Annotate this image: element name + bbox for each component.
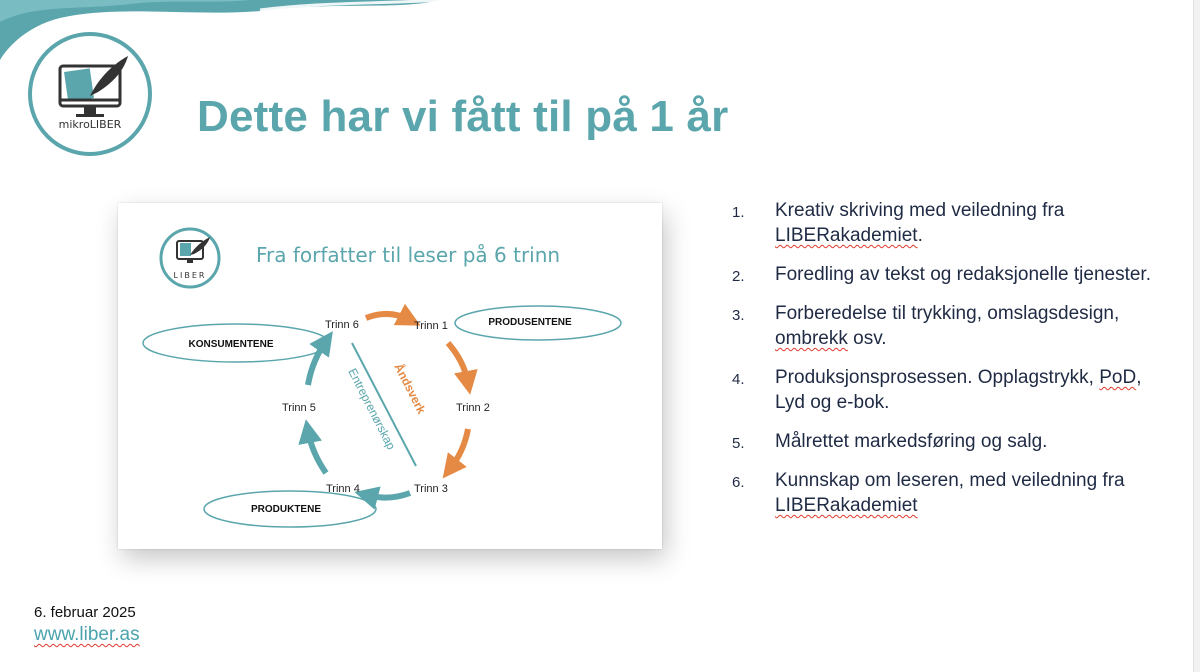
list-number: 1. [732, 204, 745, 221]
produsentene-label: PRODUSENTENE [488, 317, 572, 328]
list-item: 1. Kreativ skriving med veiledning fra LIBERakademiet. [732, 200, 1065, 246]
list-item: 5. Målrettet markedsføring og salg. [732, 429, 1162, 454]
list-item: 4. Produksjonsprosessen. Opplagstrykk, PoD, Lyd og e-bok. [732, 367, 1142, 413]
spellcheck-word: ombrekk [775, 328, 848, 349]
list-item: 3. Forberedelse til trykking, omslagsdesign, ombrekk osv. [732, 303, 1120, 349]
andsverk-label: Åndsverk [391, 361, 429, 417]
trinn-1-label: Trinn 1 [414, 320, 448, 332]
list-number: 5. [732, 435, 745, 452]
arrow-trinn4-to-trinn5 [308, 431, 326, 473]
liber-logo-small [161, 229, 219, 287]
diagram-image [118, 203, 662, 549]
arrow-trinn2-to-trinn3 [450, 429, 468, 469]
date-text: 6. februar 2025 [34, 604, 136, 621]
spellcheck-word: LIBERakademiet [775, 495, 918, 516]
website-link[interactable]: www.liber.as [34, 624, 140, 645]
mikroliber-logo [28, 32, 152, 156]
spellcheck-word: PoD [1099, 367, 1137, 388]
trinn-5-label: Trinn 5 [282, 402, 316, 414]
window-edge [1193, 0, 1200, 672]
diagram-title: Fra forfatter til leser på 6 trinn [256, 243, 561, 267]
list-number: 6. [732, 474, 745, 491]
konsumentene-label: KONSUMENTENE [188, 339, 274, 350]
arrow-trinn3-to-trinn4 [366, 493, 410, 498]
liber-logo-text: LIBER [173, 271, 207, 280]
arrow-trinn6-to-trinn1 [366, 314, 410, 320]
list-number: 4. [732, 371, 745, 388]
list-number: 2. [732, 268, 745, 285]
entreprenorskap-label: Entreprenørskap [345, 366, 399, 452]
trinn-3-label: Trinn 3 [414, 483, 448, 495]
spellcheck-word: LIBERakademiet [775, 225, 918, 246]
trinn-6-label: Trinn 6 [325, 319, 359, 331]
produktene-label: PRODUKTENE [250, 504, 322, 515]
trinn-4-label: Trinn 4 [326, 483, 360, 495]
slide-title: Dette har vi fått til på 1 år [197, 92, 729, 141]
list-item: 6. Kunnskap om leseren, med veiledning fra LIBERakademiet [732, 470, 1125, 516]
arrow-trinn1-to-trinn2 [448, 343, 468, 383]
steps-list [732, 198, 1162, 532]
trinn-2-label: Trinn 2 [456, 402, 490, 414]
list-item: 2. Foredling av tekst og redaksjonelle tjenester. [732, 262, 1162, 287]
logo-text: mikroLIBER [58, 118, 122, 131]
computer-quill-icon [32, 36, 148, 152]
list-number: 3. [732, 307, 745, 324]
